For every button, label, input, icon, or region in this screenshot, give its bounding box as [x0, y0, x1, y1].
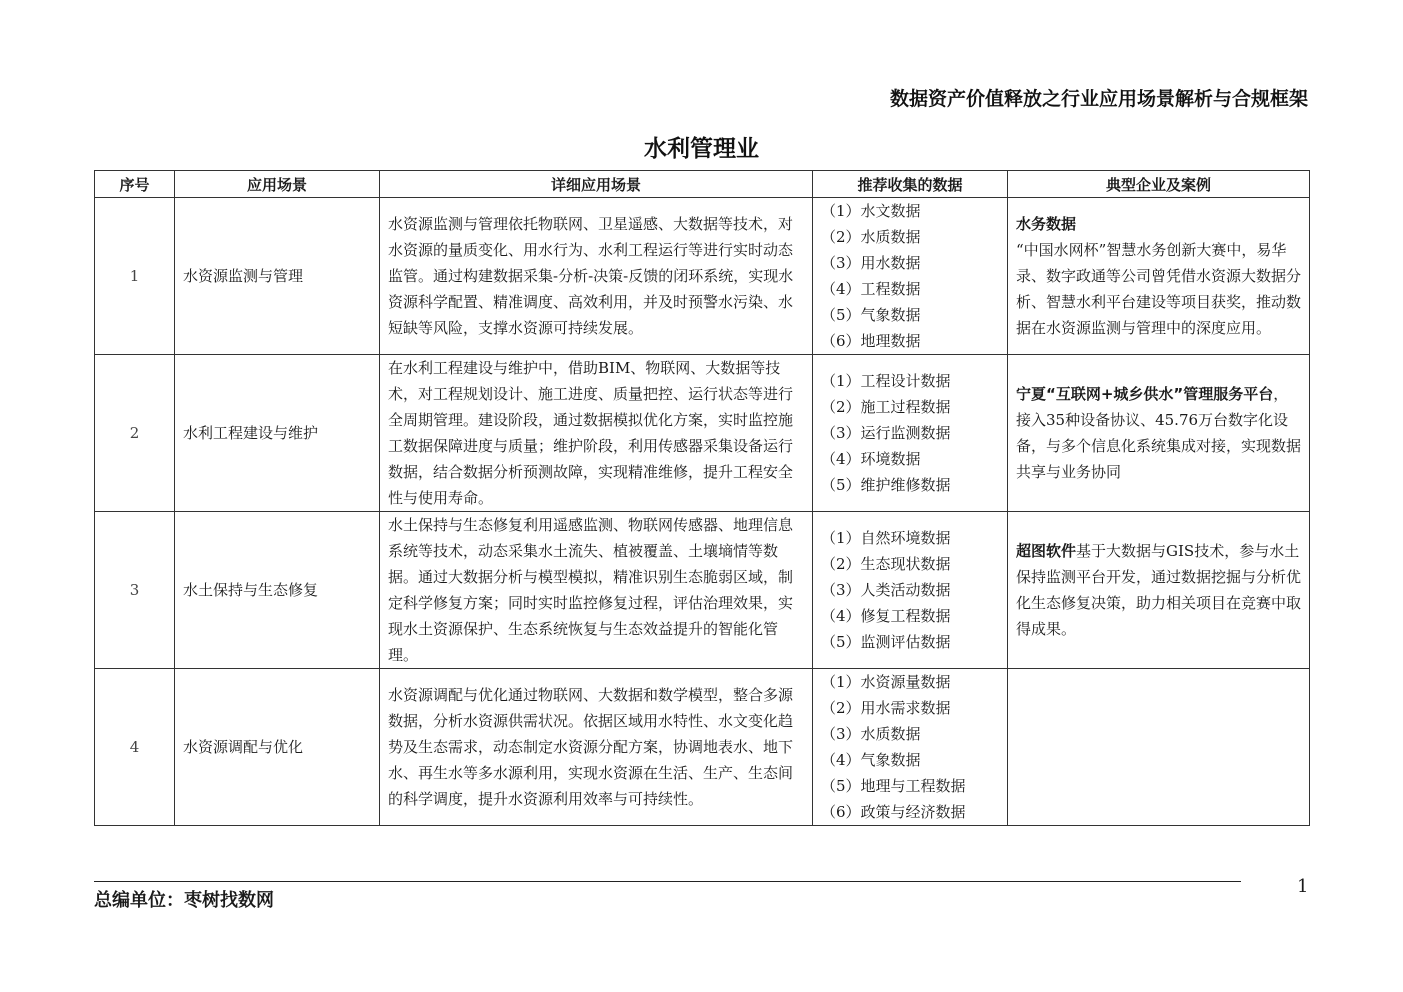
row-data-list: [813, 512, 1008, 669]
column-header-data: 推荐收集的数据: [813, 171, 1008, 198]
table-row: [95, 669, 1310, 826]
row-data-list: [813, 355, 1008, 512]
case-description: ，接入35种设备协议、45.76万台数字化设备，与多个信息化系统集成对接，实现数据共享与业务协同: [1016, 385, 1302, 481]
case-description: “中国水网杯”智慧水务创新大赛中，易华录、数字政通等公司曾凭借水资源大数据分析、智慧水利平台建设等项目获奖，推动数据在水资源监测与管理中的深度应用。: [1016, 241, 1302, 337]
row-detail: 水资源调配与优化通过物联网、大数据和数学模型，整合多源数据，分析水资源供需状况。依据区域用水特性、水文变化趋势及生态需求，动态制定水资源分配方案，协调地表水、地下水、再生水等多水源利用，实现水资源在生活、生产、生态间的科学调度，提升水资源利用效率与可持续性。: [380, 669, 813, 826]
column-header-number: 序号: [95, 171, 175, 198]
table-header-row: [95, 171, 1310, 198]
table-row: [95, 355, 1310, 512]
column-header-cases: 典型企业及案例: [1008, 171, 1310, 198]
row-number: 1: [95, 198, 175, 355]
row-scenario: 水资源监测与管理: [175, 198, 380, 355]
row-data-list: [813, 669, 1008, 826]
data-item: （6）政策与经济数据: [821, 803, 966, 821]
data-item: （1）水资源量数据: [821, 673, 951, 691]
data-item: （1）工程设计数据: [821, 372, 951, 390]
row-number: 2: [95, 355, 175, 512]
table-row: [95, 512, 1310, 669]
case-company: 水务数据: [1016, 215, 1077, 233]
row-scenario: 水资源调配与优化: [175, 669, 380, 826]
data-item: （3）人类活动数据: [821, 581, 951, 599]
row-detail: 水土保持与生态修复利用遥感监测、物联网传感器、地理信息系统等技术，动态采集水土流失、植被覆盖、土壤墒情等数据。通过大数据分析与模型模拟，精准识别生态脆弱区域，制定科学修复方案；同时实时监控修复过程，评估治理效果，实现水土资源保护、生态系统恢复与生态效益提升的智能化管理。: [380, 512, 813, 669]
row-case: [1008, 512, 1310, 669]
row-case: [1008, 669, 1310, 826]
data-item: （5）维护维修数据: [821, 476, 951, 494]
row-case: [1008, 355, 1310, 512]
row-scenario: 水利工程建设与维护: [175, 355, 380, 512]
row-number: 3: [95, 512, 175, 669]
data-item: （5）监测评估数据: [821, 633, 951, 651]
data-item: （4）气象数据: [821, 751, 921, 769]
application-table: [94, 170, 1310, 826]
data-item: （4）环境数据: [821, 450, 921, 468]
row-scenario: 水土保持与生态修复: [175, 512, 380, 669]
document-header-title: 数据资产价值释放之行业应用场景解析与合规框架: [889, 88, 1308, 110]
data-item: （5）地理与工程数据: [821, 777, 966, 795]
data-item: （1）水文数据: [821, 202, 921, 220]
data-item: （6）地理数据: [821, 332, 921, 350]
data-item: （4）工程数据: [821, 280, 921, 298]
page-number: 1: [1297, 876, 1309, 897]
page-title: 水利管理业: [644, 136, 759, 162]
case-description: 基于大数据与GIS技术，参与水土保持监测平台开发，通过数据挖掘与分析优化生态修复决策，助力相关项目在竞赛中取得成果。: [1016, 542, 1302, 638]
case-company: 超图软件: [1016, 542, 1077, 560]
data-item: （4）修复工程数据: [821, 607, 951, 625]
row-detail: 水资源监测与管理依托物联网、卫星遥感、大数据等技术，对水资源的量质变化、用水行为、水利工程运行等进行实时动态监管。通过构建数据采集-分析-决策-反馈的闭环系统，实现水资源科学配置、精准调度、高效利用，并及时预警水污染、水短缺等风险，支撑水资源可持续发展。: [380, 198, 813, 355]
data-item: （3）水质数据: [821, 725, 921, 743]
data-item: （2）水质数据: [821, 228, 921, 246]
column-header-detail: 详细应用场景: [380, 171, 813, 198]
row-data-list: [813, 198, 1008, 355]
data-item: （5）气象数据: [821, 306, 921, 324]
table-row: [95, 198, 1310, 355]
row-number: 4: [95, 669, 175, 826]
data-item: （2）生态现状数据: [821, 555, 951, 573]
data-item: （3）用水数据: [821, 254, 921, 272]
data-item: （2）用水需求数据: [821, 699, 951, 717]
row-detail: 在水利工程建设与维护中，借助BIM、物联网、大数据等技术，对工程规划设计、施工进度、质量把控、运行状态等进行全周期管理。建设阶段，通过数据模拟优化方案，实时监控施工数据保障进度与质量；维护阶段，利用传感器采集设备运行数据，结合数据分析预测故障，实现精准维修，提升工程安全性与使用寿命。: [380, 355, 813, 512]
data-item: （2）施工过程数据: [821, 398, 951, 416]
data-item: （3）运行监测数据: [821, 424, 951, 442]
footer-publisher: 总编单位：枣树找数网: [94, 890, 274, 911]
column-header-scenario: 应用场景: [175, 171, 380, 198]
row-case: [1008, 198, 1310, 355]
case-company: 宁夏“互联网+城乡供水”管理服务平台: [1016, 385, 1274, 403]
footer-divider: [94, 881, 1241, 882]
data-item: （1）自然环境数据: [821, 529, 951, 547]
